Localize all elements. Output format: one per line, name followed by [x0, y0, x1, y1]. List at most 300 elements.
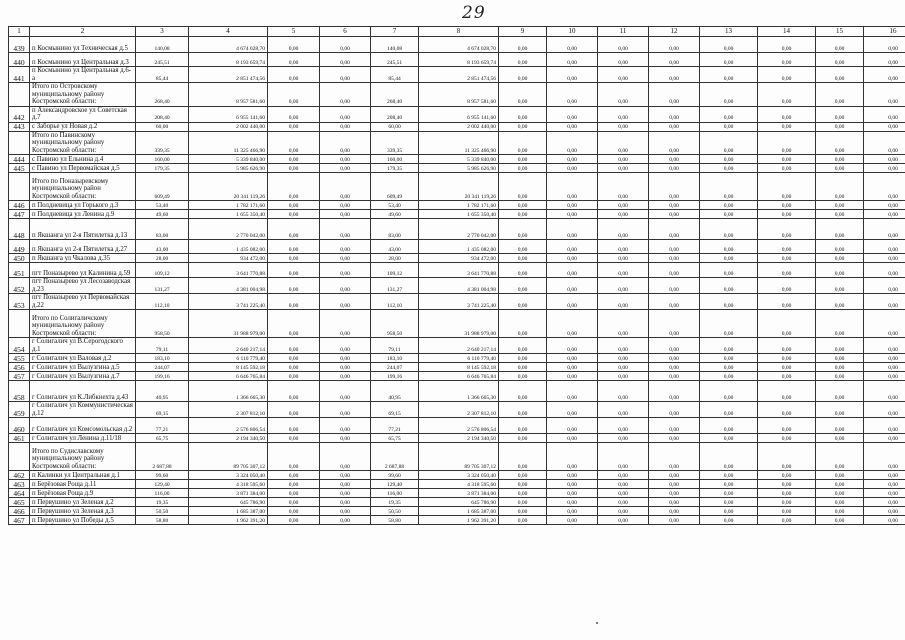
address-cell: п Полдневица ул Ленина д.9: [30, 210, 136, 219]
value-cell-5: 0,00: [268, 338, 320, 354]
value-cell-3: 43,00: [136, 240, 189, 254]
value-cell-9: 0,00: [499, 122, 547, 131]
value-cell-8: 6 955 141,60: [419, 106, 499, 122]
address-cell: п Берёзовая Роща д.9: [30, 489, 136, 498]
column-header-2: 2: [30, 27, 136, 37]
value-cell-11: 0,00: [598, 219, 649, 240]
value-cell-5: 0,00: [268, 294, 320, 310]
value-cell-6: 0,00: [320, 363, 371, 372]
address-cell: п Калинки ул Центральная д.1: [30, 471, 136, 480]
value-cell-15: 0,00: [816, 434, 864, 443]
address-cell: г Солигалич ул Комсомольская д.2: [30, 418, 136, 434]
value-cell-15: 0,00: [816, 83, 864, 107]
value-cell-9: 0,00: [499, 507, 547, 516]
subtotal-row: [9, 443, 905, 471]
value-cell-9: 0,00: [499, 498, 547, 507]
row-number-cell: 448: [9, 219, 30, 240]
value-cell-6: 0,00: [320, 294, 371, 310]
value-cell-12: 0,00: [649, 418, 700, 434]
value-cell-10: 0,00: [547, 53, 598, 67]
value-cell-16: 0,00: [864, 83, 905, 107]
value-cell-3: 112,10: [136, 294, 189, 310]
value-cell-10: 0,00: [547, 254, 598, 263]
value-cell-14: 0,00: [758, 381, 816, 402]
table-row: [9, 240, 905, 254]
value-cell-5: 0,00: [268, 155, 320, 164]
value-cell-16: 0,00: [864, 354, 905, 363]
value-cell-15: 0,00: [816, 310, 864, 338]
value-cell-13: 0,00: [700, 418, 758, 434]
value-cell-8: 1 962 391,20: [419, 516, 499, 525]
column-header-16: 16: [864, 27, 905, 37]
value-cell-10: 0,00: [547, 83, 598, 107]
value-cell-5: 0,00: [268, 164, 320, 173]
value-cell-4: 89 705 307,12: [189, 443, 268, 471]
value-cell-13: 0,00: [700, 122, 758, 131]
row-number-cell: 458: [9, 381, 30, 402]
value-cell-15: 0,00: [816, 489, 864, 498]
value-cell-8: 1 435 082,00: [419, 240, 499, 254]
value-cell-13: 0,00: [700, 354, 758, 363]
value-cell-7: 69,15: [371, 402, 419, 418]
table-row: [9, 489, 905, 498]
address-cell: п Полдневица ул Горького д.3: [30, 201, 136, 210]
subtotal-row: [9, 131, 905, 155]
value-cell-3: 2 687,88: [136, 443, 189, 471]
value-cell-11: 0,00: [598, 122, 649, 131]
column-header-15: 15: [816, 27, 864, 37]
address-cell: п Первушино ул Зеленая д.2: [30, 498, 136, 507]
column-header-10: 10: [547, 27, 598, 37]
value-cell-11: 0,00: [598, 173, 649, 201]
value-cell-11: 0,00: [598, 37, 649, 53]
address-cell: п Александровское ул Советская д.7: [30, 106, 136, 122]
value-cell-5: 0,00: [268, 240, 320, 254]
value-cell-13: 0,00: [700, 516, 758, 525]
row-number-cell: [9, 443, 30, 471]
value-cell-9: 0,00: [499, 240, 547, 254]
value-cell-10: 0,00: [547, 263, 598, 278]
value-cell-4: 1 435 082,00: [189, 240, 268, 254]
value-cell-5: 0,00: [268, 418, 320, 434]
value-cell-13: 0,00: [700, 480, 758, 489]
table-row: [9, 418, 905, 434]
value-cell-9: 0,00: [499, 294, 547, 310]
row-number-cell: 460: [9, 418, 30, 434]
value-cell-7: 43,00: [371, 240, 419, 254]
value-cell-13: 0,00: [700, 294, 758, 310]
value-cell-6: 0,00: [320, 418, 371, 434]
value-cell-3: 245,51: [136, 53, 189, 67]
value-cell-8: 20 341 119,26: [419, 173, 499, 201]
value-cell-15: 0,00: [816, 37, 864, 53]
value-cell-3: 131,27: [136, 278, 189, 294]
value-cell-12: 0,00: [649, 164, 700, 173]
value-cell-9: 0,00: [499, 173, 547, 201]
row-number-cell: 443: [9, 122, 30, 131]
value-cell-12: 0,00: [649, 53, 700, 67]
value-cell-16: 0,00: [864, 381, 905, 402]
value-cell-12: 0,00: [649, 201, 700, 210]
value-cell-13: 0,00: [700, 53, 758, 67]
value-cell-15: 0,00: [816, 155, 864, 164]
value-cell-8: 3 641 770,88: [419, 263, 499, 278]
row-number-cell: 466: [9, 507, 30, 516]
value-cell-14: 0,00: [758, 338, 816, 354]
value-cell-9: 0,00: [499, 164, 547, 173]
value-cell-5: 0,00: [268, 67, 320, 83]
value-cell-12: 0,00: [649, 516, 700, 525]
value-cell-8: 6 110 779,40: [419, 354, 499, 363]
value-cell-7: 199,16: [371, 372, 419, 381]
value-cell-8: 8 957 581,60: [419, 83, 499, 107]
value-cell-12: 0,00: [649, 131, 700, 155]
value-cell-12: 0,00: [649, 489, 700, 498]
value-cell-4: 6 110 779,40: [189, 354, 268, 363]
value-cell-3: 160,00: [136, 155, 189, 164]
value-cell-5: 0,00: [268, 37, 320, 53]
value-cell-4: 1 782 171,60: [189, 201, 268, 210]
value-cell-13: 0,00: [700, 498, 758, 507]
value-cell-11: 0,00: [598, 263, 649, 278]
register-table: [8, 26, 905, 525]
value-cell-13: 0,00: [700, 106, 758, 122]
row-number-cell: 452: [9, 278, 30, 294]
value-cell-6: 0,00: [320, 354, 371, 363]
value-cell-6: 0,00: [320, 443, 371, 471]
value-cell-10: 0,00: [547, 201, 598, 210]
value-cell-3: 49,60: [136, 210, 189, 219]
value-cell-12: 0,00: [649, 263, 700, 278]
value-cell-9: 0,00: [499, 210, 547, 219]
value-cell-10: 0,00: [547, 122, 598, 131]
address-cell: г Солигалич ул К.Либкнехта д.43: [30, 381, 136, 402]
value-cell-11: 0,00: [598, 498, 649, 507]
value-cell-6: 0,00: [320, 106, 371, 122]
value-cell-9: 0,00: [499, 354, 547, 363]
value-cell-4: 5 339 840,00: [189, 155, 268, 164]
value-cell-3: 179,35: [136, 164, 189, 173]
address-cell: п Первушино ул Победы д.5: [30, 516, 136, 525]
value-cell-16: 0,00: [864, 254, 905, 263]
value-cell-15: 0,00: [816, 131, 864, 155]
value-cell-11: 0,00: [598, 516, 649, 525]
value-cell-4: 6 646 765,84: [189, 372, 268, 381]
value-cell-9: 0,00: [499, 67, 547, 83]
value-cell-15: 0,00: [816, 381, 864, 402]
value-cell-7: 244,07: [371, 363, 419, 372]
value-cell-12: 0,00: [649, 240, 700, 254]
value-cell-15: 0,00: [816, 67, 864, 83]
address-cell: п Якшанга ул Чкалова д.35: [30, 254, 136, 263]
value-cell-13: 0,00: [700, 83, 758, 107]
value-cell-5: 0,00: [268, 210, 320, 219]
value-cell-16: 0,00: [864, 516, 905, 525]
column-header-9: 9: [499, 27, 547, 37]
value-cell-4: 1 685 387,00: [189, 507, 268, 516]
value-cell-3: 28,00: [136, 254, 189, 263]
value-cell-11: 0,00: [598, 471, 649, 480]
value-cell-4: 3 641 770,88: [189, 263, 268, 278]
value-cell-3: 199,16: [136, 372, 189, 381]
value-cell-4: 4 381 004,98: [189, 278, 268, 294]
value-cell-6: 0,00: [320, 507, 371, 516]
value-cell-14: 0,00: [758, 372, 816, 381]
value-cell-15: 0,00: [816, 164, 864, 173]
value-cell-11: 0,00: [598, 240, 649, 254]
value-cell-4: 5 985 626,90: [189, 164, 268, 173]
address-cell: с Заборье ул Новая д.2: [30, 122, 136, 131]
scan-speck: [596, 622, 598, 624]
value-cell-14: 0,00: [758, 507, 816, 516]
subtotal-row: [9, 310, 905, 338]
value-cell-6: 0,00: [320, 131, 371, 155]
value-cell-5: 0,00: [268, 254, 320, 263]
table-row: [9, 498, 905, 507]
value-cell-13: 0,00: [700, 489, 758, 498]
row-number-cell: 463: [9, 480, 30, 489]
value-cell-6: 0,00: [320, 480, 371, 489]
value-cell-7: 49,60: [371, 210, 419, 219]
address-cell: Итого по Павинскому муниципальному району Костромской области:: [30, 131, 136, 155]
value-cell-11: 0,00: [598, 201, 649, 210]
value-cell-13: 0,00: [700, 310, 758, 338]
column-header-4: 4: [189, 27, 268, 37]
address-cell: Итого по Островскому муниципальному району Костромской области:: [30, 83, 136, 107]
value-cell-4: 2 851 474,56: [189, 67, 268, 83]
value-cell-11: 0,00: [598, 294, 649, 310]
value-cell-15: 0,00: [816, 402, 864, 418]
value-cell-16: 0,00: [864, 489, 905, 498]
value-cell-12: 0,00: [649, 210, 700, 219]
value-cell-5: 0,00: [268, 263, 320, 278]
value-cell-16: 0,00: [864, 263, 905, 278]
value-cell-9: 0,00: [499, 443, 547, 471]
value-cell-11: 0,00: [598, 210, 649, 219]
address-cell: с Павино ул Ельнина д.4: [30, 155, 136, 164]
value-cell-13: 0,00: [700, 372, 758, 381]
row-number-cell: [9, 310, 30, 338]
value-cell-14: 0,00: [758, 83, 816, 107]
column-header-14: 14: [758, 27, 816, 37]
value-cell-4: 2 640 217,14: [189, 338, 268, 354]
subtotal-row: [9, 83, 905, 107]
column-number-row: [9, 27, 905, 37]
value-cell-6: 0,00: [320, 122, 371, 131]
value-cell-14: 0,00: [758, 498, 816, 507]
value-cell-6: 0,00: [320, 372, 371, 381]
value-cell-7: 609,49: [371, 173, 419, 201]
value-cell-11: 0,00: [598, 402, 649, 418]
value-cell-11: 0,00: [598, 381, 649, 402]
value-cell-10: 0,00: [547, 131, 598, 155]
column-header-6: 6: [320, 27, 371, 37]
value-cell-10: 0,00: [547, 516, 598, 525]
value-cell-14: 0,00: [758, 122, 816, 131]
value-cell-3: 183,10: [136, 354, 189, 363]
value-cell-14: 0,00: [758, 263, 816, 278]
value-cell-13: 0,00: [700, 67, 758, 83]
value-cell-9: 0,00: [499, 471, 547, 480]
value-cell-10: 0,00: [547, 278, 598, 294]
value-cell-12: 0,00: [649, 402, 700, 418]
value-cell-15: 0,00: [816, 201, 864, 210]
value-cell-14: 0,00: [758, 354, 816, 363]
value-cell-14: 0,00: [758, 310, 816, 338]
value-cell-10: 0,00: [547, 338, 598, 354]
value-cell-6: 0,00: [320, 164, 371, 173]
column-header-12: 12: [649, 27, 700, 37]
value-cell-7: 50,50: [371, 507, 419, 516]
address-cell: г Солигалич ул Валовая д.2: [30, 354, 136, 363]
value-cell-3: 40,95: [136, 381, 189, 402]
value-cell-7: 19,35: [371, 498, 419, 507]
value-cell-13: 0,00: [700, 131, 758, 155]
value-cell-8: 934 472,00: [419, 254, 499, 263]
value-cell-16: 0,00: [864, 507, 905, 516]
value-cell-10: 0,00: [547, 173, 598, 201]
value-cell-3: 60,00: [136, 122, 189, 131]
value-cell-6: 0,00: [320, 498, 371, 507]
row-number-cell: 461: [9, 434, 30, 443]
value-cell-11: 0,00: [598, 106, 649, 122]
value-cell-16: 0,00: [864, 37, 905, 53]
value-cell-5: 0,00: [268, 219, 320, 240]
value-cell-6: 0,00: [320, 310, 371, 338]
value-cell-9: 0,00: [499, 402, 547, 418]
value-cell-16: 0,00: [864, 294, 905, 310]
value-cell-11: 0,00: [598, 434, 649, 443]
value-cell-9: 0,00: [499, 263, 547, 278]
value-cell-14: 0,00: [758, 278, 816, 294]
value-cell-8: 2 194 340,50: [419, 434, 499, 443]
value-cell-9: 0,00: [499, 310, 547, 338]
value-cell-13: 0,00: [700, 201, 758, 210]
table-row: [9, 37, 905, 53]
value-cell-13: 0,00: [700, 471, 758, 480]
value-cell-3: 85,44: [136, 67, 189, 83]
column-header-8: 8: [419, 27, 499, 37]
value-cell-3: 140,08: [136, 37, 189, 53]
value-cell-9: 0,00: [499, 418, 547, 434]
value-cell-14: 0,00: [758, 240, 816, 254]
value-cell-11: 0,00: [598, 489, 649, 498]
value-cell-7: 85,44: [371, 67, 419, 83]
value-cell-16: 0,00: [864, 402, 905, 418]
value-cell-9: 0,00: [499, 381, 547, 402]
table-row: [9, 363, 905, 372]
value-cell-8: 1 366 665,30: [419, 381, 499, 402]
row-number-cell: 455: [9, 354, 30, 363]
value-cell-8: 89 705 307,12: [419, 443, 499, 471]
value-cell-5: 0,00: [268, 471, 320, 480]
value-cell-7: 129,40: [371, 480, 419, 489]
value-cell-10: 0,00: [547, 164, 598, 173]
value-cell-16: 0,00: [864, 278, 905, 294]
value-cell-6: 0,00: [320, 155, 371, 164]
value-cell-6: 0,00: [320, 219, 371, 240]
value-cell-16: 0,00: [864, 164, 905, 173]
value-cell-11: 0,00: [598, 83, 649, 107]
value-cell-9: 0,00: [499, 480, 547, 489]
address-cell: пгт Поназырево ул Калинина д.59: [30, 263, 136, 278]
value-cell-3: 958,50: [136, 310, 189, 338]
value-cell-5: 0,00: [268, 402, 320, 418]
table-row: [9, 53, 905, 67]
value-cell-14: 0,00: [758, 131, 816, 155]
row-number-cell: [9, 83, 30, 107]
row-number-cell: 439: [9, 37, 30, 53]
value-cell-16: 0,00: [864, 338, 905, 354]
value-cell-11: 0,00: [598, 310, 649, 338]
table-row: [9, 507, 905, 516]
row-number-cell: 450: [9, 254, 30, 263]
value-cell-12: 0,00: [649, 372, 700, 381]
value-cell-5: 0,00: [268, 381, 320, 402]
value-cell-15: 0,00: [816, 443, 864, 471]
table-row: [9, 354, 905, 363]
value-cell-15: 0,00: [816, 278, 864, 294]
value-cell-14: 0,00: [758, 37, 816, 53]
value-cell-5: 0,00: [268, 278, 320, 294]
value-cell-14: 0,00: [758, 480, 816, 489]
address-cell: п Якшанга ул 2-я Пятилетка д.27: [30, 240, 136, 254]
value-cell-12: 0,00: [649, 122, 700, 131]
value-cell-10: 0,00: [547, 363, 598, 372]
value-cell-12: 0,00: [649, 381, 700, 402]
value-cell-12: 0,00: [649, 173, 700, 201]
value-cell-6: 0,00: [320, 83, 371, 107]
value-cell-13: 0,00: [700, 164, 758, 173]
value-cell-16: 0,00: [864, 310, 905, 338]
value-cell-14: 0,00: [758, 443, 816, 471]
value-cell-12: 0,00: [649, 338, 700, 354]
value-cell-7: 79,11: [371, 338, 419, 354]
value-cell-12: 0,00: [649, 480, 700, 489]
value-cell-12: 0,00: [649, 155, 700, 164]
value-cell-3: 19,35: [136, 498, 189, 507]
value-cell-7: 28,00: [371, 254, 419, 263]
table-row: [9, 155, 905, 164]
value-cell-5: 0,00: [268, 354, 320, 363]
value-cell-4: 3 741 225,40: [189, 294, 268, 310]
value-cell-14: 0,00: [758, 155, 816, 164]
value-cell-10: 0,00: [547, 381, 598, 402]
value-cell-4: 31 988 979,00: [189, 310, 268, 338]
value-cell-14: 0,00: [758, 67, 816, 83]
value-cell-12: 0,00: [649, 278, 700, 294]
value-cell-5: 0,00: [268, 310, 320, 338]
table-row: [9, 372, 905, 381]
address-cell: г Солигалич ул В.Серогодского д.1: [30, 338, 136, 354]
value-cell-16: 0,00: [864, 471, 905, 480]
address-cell: г Солигалич ул Ленина д.11/18: [30, 434, 136, 443]
value-cell-8: 3 324 050,40: [419, 471, 499, 480]
value-cell-12: 0,00: [649, 106, 700, 122]
value-cell-3: 99,60: [136, 471, 189, 480]
value-cell-9: 0,00: [499, 106, 547, 122]
value-cell-16: 0,00: [864, 434, 905, 443]
address-cell: п Космынино ул Техническая д.5: [30, 37, 136, 53]
value-cell-15: 0,00: [816, 53, 864, 67]
value-cell-5: 0,00: [268, 480, 320, 489]
value-cell-12: 0,00: [649, 254, 700, 263]
value-cell-7: 53,40: [371, 201, 419, 210]
value-cell-10: 0,00: [547, 294, 598, 310]
value-cell-7: 179,35: [371, 164, 419, 173]
table-row: [9, 278, 905, 294]
value-cell-7: 339,35: [371, 131, 419, 155]
